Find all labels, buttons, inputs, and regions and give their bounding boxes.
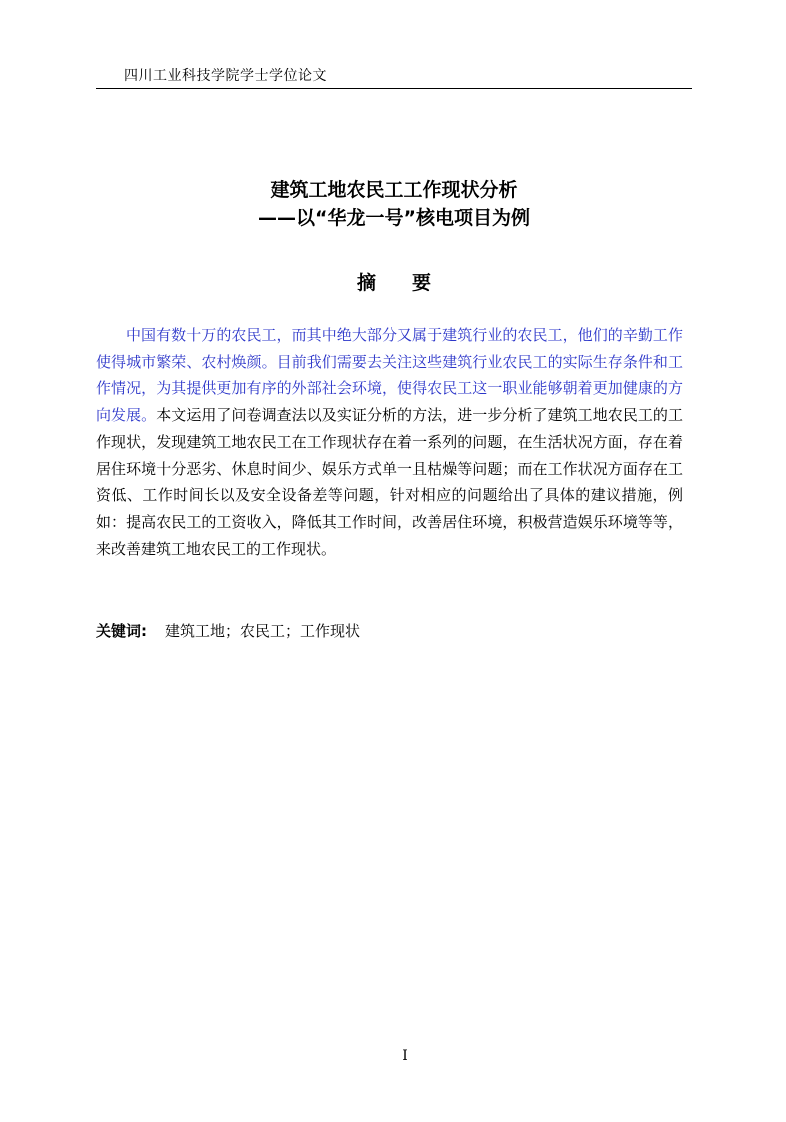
abstract-paragraph bbox=[96, 322, 683, 562]
abstract-highlighted-text: 中国有数十万的农民工，而其中绝大部分又属于建筑行业的农民工，他们的辛勤工作使得城市繁荣、农村焕颜。目前我们需要去关注这些建筑行业农民工的实际生存条件和工作情况，为其提供更加有序的外部社会环境，使得农民工这一职业能够朝着更加健康的方向发展。 bbox=[96, 326, 683, 425]
header-title: 四川工业科技学院学士学位论文 bbox=[124, 68, 327, 84]
page-header bbox=[96, 62, 692, 89]
keywords-label: 关键词: bbox=[96, 622, 147, 640]
thesis-title bbox=[96, 176, 692, 232]
title-subtitle: ——以“华龙一号”核电项目为例 bbox=[258, 207, 530, 229]
abstract-body-text: 本文运用了问卷调查法以及实证分析的方法，进一步分析了建筑工地农民工的工作现状，发现建筑工地农民工在工作现状存在着一系列的问题，在生活状况方面，存在着居住环境十分恶劣、休息时间少、娱乐方式单一且枯燥等问题；而在工作状况方面存在工资低、工作时间长以及安全设备差等问题，针对相应的问题给出了具体的建议措施，例如：提高农民工的工资收入，降低其工作时间，改善居住环境，积极营造娱乐环境等等，来改善建筑工地农民工的工作现状。 bbox=[96, 406, 683, 558]
keywords-values: 建筑工地；农民工；工作现状 bbox=[165, 622, 361, 640]
page-number: I bbox=[402, 1048, 408, 1064]
title-main: 建筑工地农民工工作现状分析 bbox=[270, 179, 518, 201]
keywords-line bbox=[96, 620, 360, 641]
abstract-heading: 摘要 bbox=[356, 272, 467, 294]
